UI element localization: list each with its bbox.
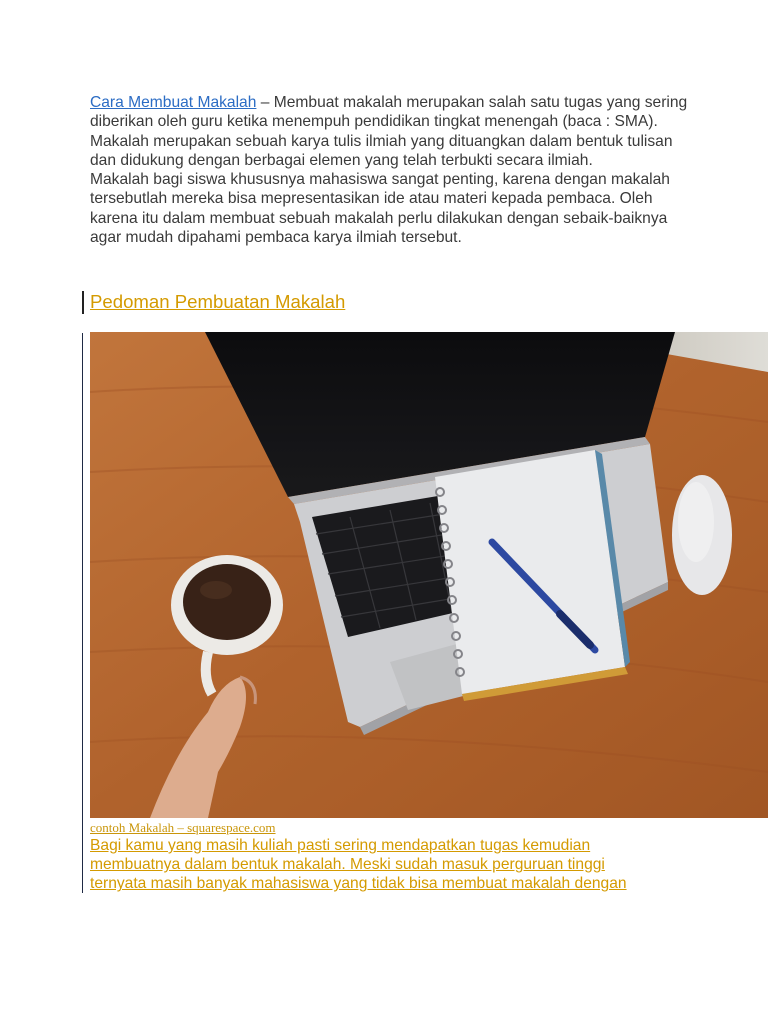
intro-paragraph-1-text: – Membuat makalah merupakan salah satu tugas yang sering diberikan oleh guru ketika menempuh pendidikan tingkat menengah (baca : SMA). Makalah merupakan sebuah karya tulis ilmiah yang dituangkan dalam bentuk tulisan dan didukung dengan berbagai elemen yang telah terbukti secara ilmiah. [90, 94, 688, 169]
body-line[interactable]: Bagi kamu yang masih kuliah pasti sering mendapatkan tugas kemudian [90, 837, 591, 854]
intro-paragraph-2: Makalah bagi siswa khususnya mahasiswa sangat penting, karena dengan makalah tersebutlah mereka bisa mepresentasikan ide atau materi kepada pembaca. Oleh karena itu dalam membuat sebuah makalah perlu dilakukan dengan sebaik-baiknya agar mudah dipahami pembaca karya ilmiah tersebut. [90, 171, 670, 247]
photo-caption-link[interactable]: contoh Makalah – squarespace.com [90, 820, 276, 835]
body-line[interactable]: ternyata masih banyak mahasiswa yang tidak bisa membuat makalah dengan [90, 875, 627, 893]
laptop-notebook-photo [90, 332, 768, 818]
body-line[interactable]: membuatnya dalam bentuk makalah. Meski sudah masuk perguruan tinggi [90, 856, 605, 874]
section-heading-link[interactable]: Pedoman Pembuatan Makalah [90, 291, 346, 312]
cara-membuat-makalah-link[interactable]: Cara Membuat Makalah [90, 94, 257, 111]
left-margin-rule [82, 333, 83, 893]
photo-illustration [90, 332, 768, 818]
intro-paragraph-1 [90, 93, 690, 170]
intro-text [90, 93, 690, 247]
body-paragraph[interactable] [90, 836, 690, 894]
heading-cursor-bar [82, 291, 84, 314]
